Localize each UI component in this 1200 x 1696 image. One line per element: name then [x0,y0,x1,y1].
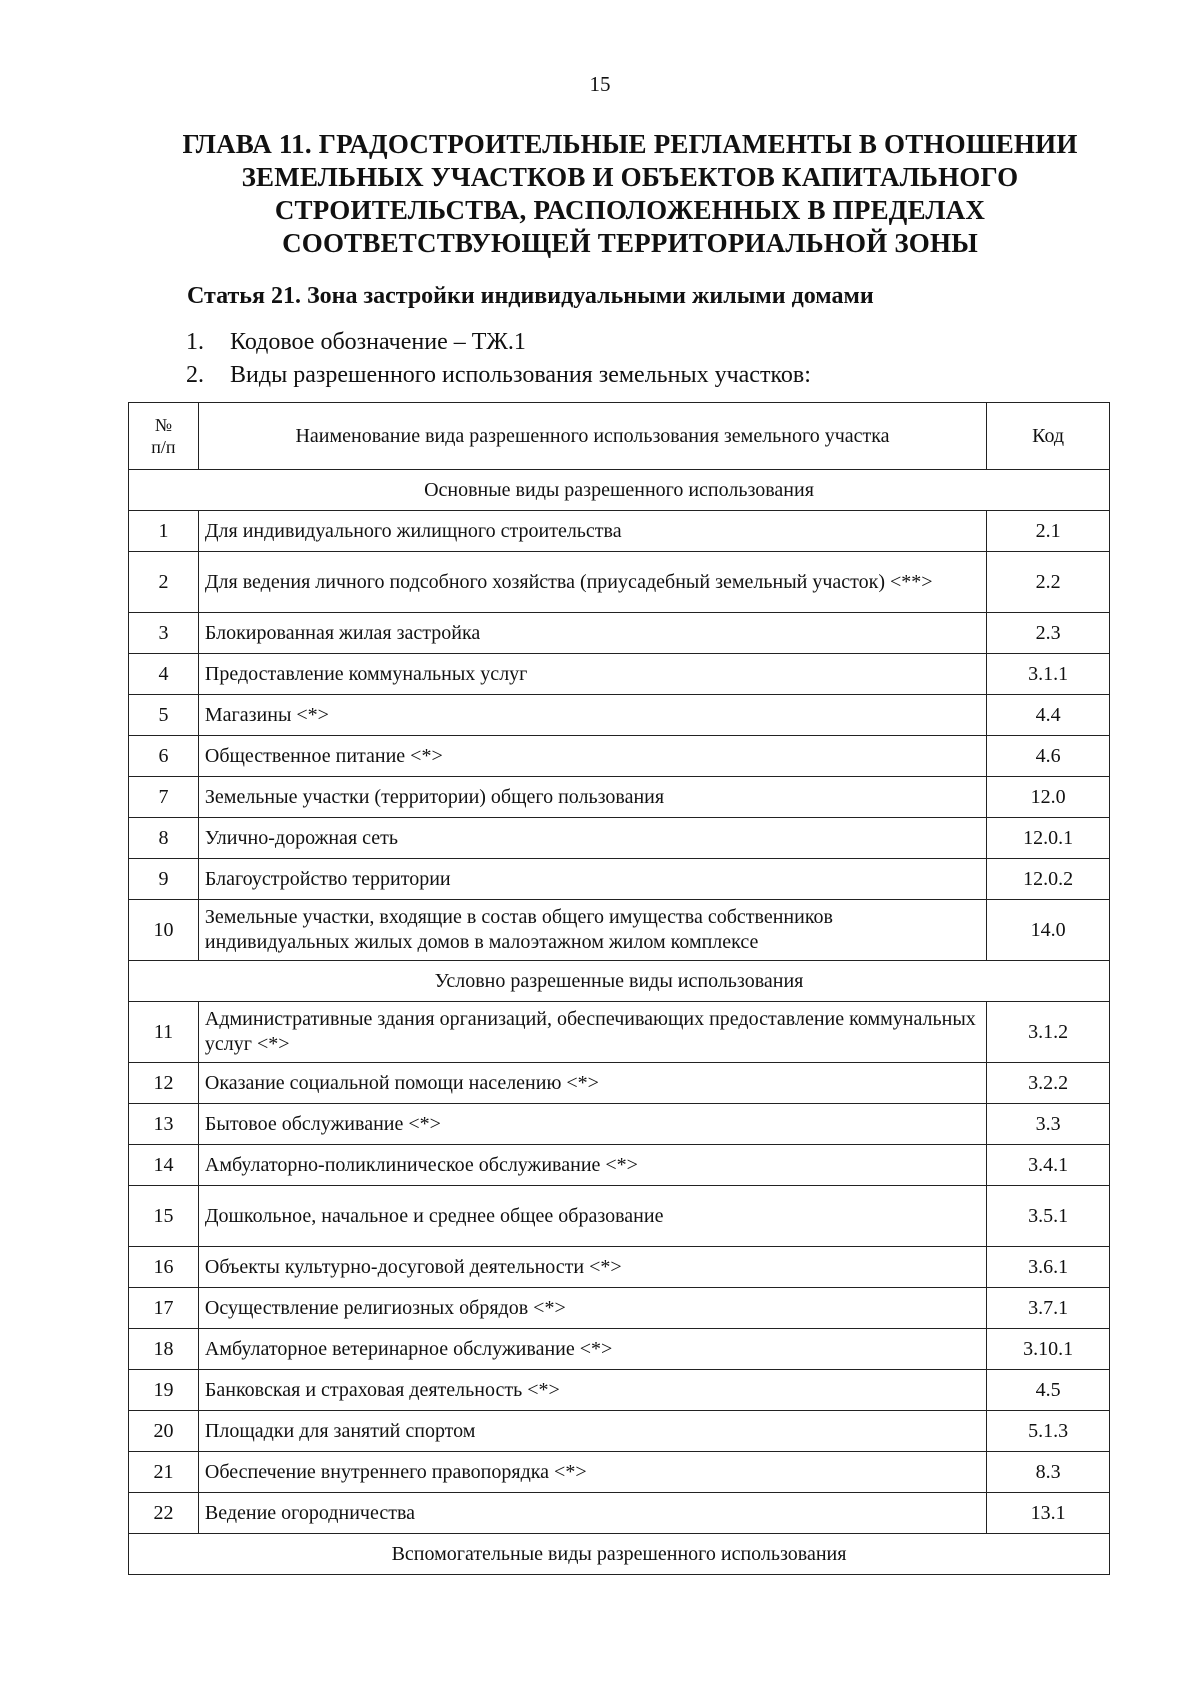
row-code: 3.4.1 [987,1145,1110,1186]
row-code: 3.2.2 [987,1063,1110,1104]
row-name: Амбулаторное ветеринарное обслуживание <*> [198,1329,986,1370]
row-name: Площадки для занятий спортом [198,1411,986,1452]
row-code: 3.1.2 [987,1002,1110,1063]
table-row [129,1063,1110,1104]
row-name: Для индивидуального жилищного строительства [198,511,986,552]
row-name: Обеспечение внутреннего правопорядка <*> [198,1452,986,1493]
row-name: Благоустройство территории [198,859,986,900]
row-name: Оказание социальной помощи населению <*> [198,1063,986,1104]
row-code: 4.4 [987,695,1110,736]
row-code: 2.3 [987,613,1110,654]
table-row [129,736,1110,777]
row-number: 6 [129,736,199,777]
row-code: 2.1 [987,511,1110,552]
row-name: Улично-дорожная сеть [198,818,986,859]
table-row [129,1186,1110,1247]
row-name: Осуществление религиозных обрядов <*> [198,1288,986,1329]
table-row [129,511,1110,552]
row-number: 22 [129,1493,199,1534]
row-code: 5.1.3 [987,1411,1110,1452]
row-name: Амбулаторно-поликлиническое обслуживание <*> [198,1145,986,1186]
row-number: 8 [129,818,199,859]
row-number: 17 [129,1288,199,1329]
table-row [129,818,1110,859]
row-number: 2 [129,552,199,613]
table-row [129,1288,1110,1329]
list-item-text: Виды разрешенного использования земельных участков: [230,362,811,388]
row-name: Земельные участки, входящие в состав общего имущества собственников индивидуальных жилых домов в малоэтажном жилом комплексе [198,900,986,961]
row-number: 5 [129,695,199,736]
row-code: 2.2 [987,552,1110,613]
row-number: 4 [129,654,199,695]
row-code: 3.5.1 [987,1186,1110,1247]
table-row [129,654,1110,695]
row-name: Предоставление коммунальных услуг [198,654,986,695]
row-number: 20 [129,1411,199,1452]
row-code: 14.0 [987,900,1110,961]
row-number: 14 [129,1145,199,1186]
row-number: 7 [129,777,199,818]
row-code: 3.3 [987,1104,1110,1145]
row-name: Земельные участки (территории) общего пользования [198,777,986,818]
row-code: 8.3 [987,1452,1110,1493]
row-number: 10 [129,900,199,961]
table-row [129,1002,1110,1063]
row-name: Объекты культурно-досуговой деятельности <*> [198,1247,986,1288]
row-code: 3.6.1 [987,1247,1110,1288]
chapter-title: ГЛАВА 11. ГРАДОСТРОИТЕЛЬНЫЕ РЕГЛАМЕНТЫ В ОТНОШЕНИИ ЗЕМЕЛЬНЫХ УЧАСТКОВ И ОБЪЕКТОВ КАПИТАЛЬНОГО СТРОИТЕЛЬСТВА, РАСПОЛОЖЕННЫХ В ПРЕДЕЛАХ СООТВЕТСТВУЮЩЕЙ ТЕРРИТОРИАЛЬНОЙ ЗОНЫ [182,129,1078,258]
header-name: Наименование вида разрешенного использования земельного участка [198,403,986,470]
list-item-number: 1. [186,329,204,355]
list-item-number: 2. [186,362,204,388]
row-number: 12 [129,1063,199,1104]
header-number: № п/п [129,403,199,470]
row-code: 12.0.2 [987,859,1110,900]
row-code: 12.0.1 [987,818,1110,859]
list-item-permitted-uses [186,362,811,389]
row-number: 9 [129,859,199,900]
section-title: Основные виды разрешенного использования [129,470,1110,511]
table-row [129,695,1110,736]
row-number: 3 [129,613,199,654]
section-title: Вспомогательные виды разрешенного использования [129,1534,1110,1575]
row-code: 3.10.1 [987,1329,1110,1370]
row-number: 1 [129,511,199,552]
row-name: Для ведения личного подсобного хозяйства (приусадебный земельный участок) <**> [198,552,986,613]
table-row [129,777,1110,818]
section-title: Условно разрешенные виды использования [129,961,1110,1002]
table-row [129,1145,1110,1186]
row-number: 11 [129,1002,199,1063]
row-name: Бытовое обслуживание <*> [198,1104,986,1145]
row-number: 19 [129,1370,199,1411]
table-row [129,1411,1110,1452]
table-row [129,613,1110,654]
row-name: Банковская и страховая деятельность <*> [198,1370,986,1411]
row-name: Магазины <*> [198,695,986,736]
table-section-row [129,961,1110,1002]
row-name: Дошкольное, начальное и среднее общее образование [198,1186,986,1247]
row-name: Блокированная жилая застройка [198,613,986,654]
row-name: Административные здания организаций, обеспечивающих предоставление коммунальных услуг <*> [198,1002,986,1063]
article-title: Статья 21. Зона застройки индивидуальными жилыми домами [187,283,874,309]
table-row [129,859,1110,900]
row-code: 3.7.1 [987,1288,1110,1329]
row-name: Ведение огородничества [198,1493,986,1534]
table-row [129,1329,1110,1370]
permitted-uses-table [128,402,1110,1575]
list-item-text: Кодовое обозначение – ТЖ.1 [230,329,526,355]
table-row [129,1452,1110,1493]
row-number: 13 [129,1104,199,1145]
table-row [129,1104,1110,1145]
table-header-row [129,403,1110,470]
table-body [129,470,1110,1575]
row-number: 18 [129,1329,199,1370]
row-number: 15 [129,1186,199,1247]
table-row [129,900,1110,961]
table-row [129,1370,1110,1411]
table-section-row [129,470,1110,511]
header-code: Код [987,403,1110,470]
page-number: 15 [589,72,611,96]
row-code: 12.0 [987,777,1110,818]
list-item-code-designation [186,329,526,356]
row-code: 4.6 [987,736,1110,777]
row-number: 16 [129,1247,199,1288]
table-row [129,552,1110,613]
row-code: 3.1.1 [987,654,1110,695]
table-row [129,1493,1110,1534]
row-code: 4.5 [987,1370,1110,1411]
table-section-row [129,1534,1110,1575]
row-code: 13.1 [987,1493,1110,1534]
row-number: 21 [129,1452,199,1493]
row-name: Общественное питание <*> [198,736,986,777]
table-row [129,1247,1110,1288]
